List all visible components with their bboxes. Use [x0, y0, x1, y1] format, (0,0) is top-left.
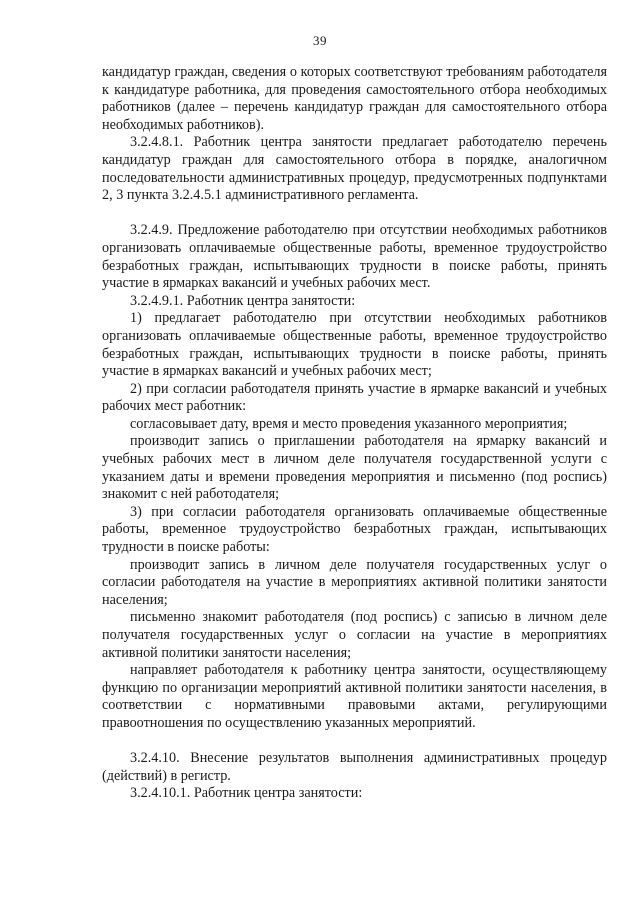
- list-item-1: 1) предлагает работодателю при отсутствии необходимых работников организовать оплачиваемые общественные работы, временное трудоустройство безработных граждан, испытывающих трудности в поиске работы, принять участие в ярмарках вакансий и учебных рабочих мест;: [102, 310, 607, 380]
- sub-item-familiarize: письменно знакомит работодателя (под роспись) с записью в личном деле получателя государственных услуг о согласии на участие в мероприятиях активной политики занятости населения;: [102, 609, 607, 661]
- paragraph-3-2-4-9: 3.2.4.9. Предложение работодателю при отсутствии необходимых работников организовать оплачиваемые общественные работы, временное трудоустройство безработных граждан, испытывающих трудности в поиске работы, принять участие в ярмарках вакансий и учебных рабочих мест.: [102, 222, 607, 292]
- sub-item-record-consent: производит запись в личном деле получателя государственных услуг о согласии работодателя на участие в мероприятиях активной политики занятости населения;: [102, 556, 607, 608]
- sub-item-record-invitation: производит запись о приглашении работодателя на ярмарку вакансий и учебных рабочих мест в личном деле получателя государственной услуги с указанием даты и времени проведения мероприятия и письменно (под роспись) знакомит с ней работодателя;: [102, 433, 607, 503]
- list-item-2: 2) при согласии работодателя принять участие в ярмарке вакансий и учебных рабочих мест работник:: [102, 380, 607, 415]
- sub-item-refer-employer: направляет работодателя к работнику центра занятости, осуществляющему функцию по организации мероприятий активной политики занятости населения, в соответствии с нормативными правовыми актами, регулирующими правоотношения по осуществлению указанных мероприятий.: [102, 662, 607, 731]
- document-body: [102, 64, 607, 803]
- paragraph-3-2-4-8-1: 3.2.4.8.1. Работник центра занятости предлагает работодателю перечень кандидатур граждан для самостоятельного отбора в порядке, аналогичном последовательности административных процедур, предусмотренных подпунктами 2, 3 пункта 3.2.4.5.1 административного регламента.: [102, 134, 607, 204]
- paragraph-3-2-4-10-1: 3.2.4.10.1. Работник центра занятости:: [130, 785, 363, 802]
- page-number: 39: [313, 33, 327, 48]
- sub-item-agree-date: согласовывает дату, время и место проведения указанного мероприятия;: [130, 415, 568, 432]
- paragraph-3-2-4-10: 3.2.4.10. Внесение результатов выполнения административных процедур (действий) в регистр.: [102, 750, 607, 784]
- list-item-3: 3) при согласии работодателя организовать оплачиваемые общественные работы, временное трудоустройство безработных граждан, испытывающих трудности в поиске работы:: [102, 503, 607, 556]
- paragraph-3-2-4-9-1: 3.2.4.9.1. Работник центра занятости:: [130, 292, 356, 309]
- paragraph-candidates-list: кандидатур граждан, сведения о которых соответствуют требованиям работодателя к кандидатуре работника, для проведения самостоятельного отбора необходимых работников (далее – перечень кандидатур граждан для самостоятельного отбора необходимых работников).: [102, 64, 607, 133]
